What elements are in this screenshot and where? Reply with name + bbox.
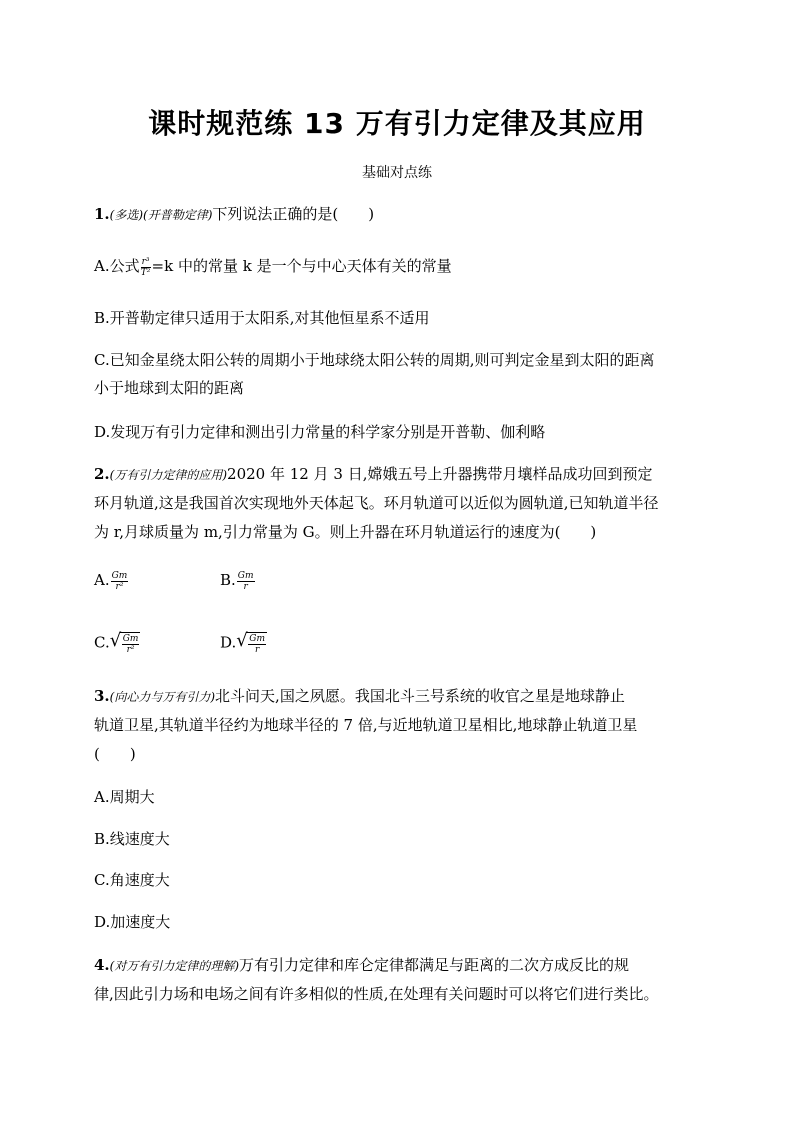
question-number: 4. — [94, 956, 110, 974]
question-2-stem-line2: 环月轨道,这是我国首次实现地外天体起飞。环月轨道可以近似为圆轨道,已知轨道半径 — [94, 494, 659, 512]
fraction — [141, 257, 151, 278]
question-tag: (向心力与万有引力) — [109, 690, 216, 704]
fraction-denominator: T² — [140, 267, 151, 278]
option-label: B. — [220, 571, 236, 589]
fraction — [248, 634, 266, 655]
option-label: A. — [94, 571, 110, 589]
fraction-numerator: r³ — [141, 256, 150, 267]
fraction-numerator: Gm — [111, 570, 128, 581]
question-3-stem-line2: 轨道卫星,其轨道半径约为地球半径的 7 倍,与近地轨道卫星相比,地球静止轨道卫星 — [94, 716, 638, 734]
question-2-option-a — [94, 570, 129, 592]
question-3-stem-line3: ( ) — [94, 745, 136, 763]
question-tag: (万有引力定律的应用) — [109, 468, 228, 482]
option-text: =k 中的常量 k 是一个与中心天体有关的常量 — [151, 257, 452, 275]
question-1-option-b: B.开普勒定律只适用于太阳系,对其他恒星系不适用 — [94, 309, 430, 327]
fraction-denominator: r — [243, 581, 248, 592]
question-3-option-b: B.线速度大 — [94, 830, 170, 848]
question-2-stem-line3: 为 r,月球质量为 m,引力常量为 G。则上升器在环月轨道运行的速度为( ) — [94, 523, 597, 541]
question-4-stem-line2: 律,因此引力场和电场之间有许多相似的性质,在处理有关问题时可以将它们进行类比。 — [94, 985, 659, 1003]
question-3-option-a: A.周期大 — [94, 788, 155, 806]
question-2-option-b — [220, 570, 256, 592]
question-2-option-c — [94, 632, 140, 655]
question-tag: (多选) — [109, 208, 144, 222]
question-text: 2020 年 12 月 3 日,嫦娥五号上升器携带月壤样品成功回到预定 — [227, 465, 653, 483]
square-root: √ $\frac{Gm}{\text{r²}}$ — [109, 630, 139, 655]
question-1-stem — [94, 204, 374, 225]
page-title: 课时规范练 13 万有引力定律及其应用 — [148, 107, 646, 140]
question-4-stem-line1 — [94, 955, 629, 976]
option-text: A.公式 — [94, 257, 140, 275]
question-tag: (对万有引力定律的理解) — [109, 959, 240, 973]
fraction-numerator: Gm — [249, 633, 265, 644]
fraction-denominator: r² — [126, 644, 135, 655]
section-subtitle: 基础对点练 — [362, 165, 432, 181]
option-label: D. — [220, 633, 237, 652]
question-1-option-d: D.发现万有引力定律和测出引力常量的科学家分别是开普勒、伽利略 — [94, 423, 546, 441]
fraction — [122, 634, 140, 655]
question-3-stem-line1 — [94, 686, 625, 707]
question-1-option-a — [94, 256, 452, 278]
question-tag: (开普勒定律) — [143, 208, 213, 222]
question-number: 1. — [94, 205, 110, 223]
square-root: √ $\frac{Gm}{r}$ — [236, 630, 265, 655]
question-text: 北斗问天,国之夙愿。我国北斗三号系统的收官之星是地球静止 — [215, 687, 625, 705]
fraction-numerator: Gm — [237, 570, 254, 581]
question-text: 下列说法正确的是( ) — [212, 205, 375, 223]
fraction — [111, 571, 129, 592]
fraction — [237, 571, 255, 592]
fraction-denominator: r² — [115, 581, 124, 592]
option-label: C. — [94, 633, 110, 652]
question-2-stem-line1 — [94, 464, 652, 485]
question-3-option-d: D.加速度大 — [94, 913, 171, 931]
question-1-option-c-line1: C.已知金星绕太阳公转的周期小于地球绕太阳公转的周期,则可判定金星到太阳的距离 — [94, 351, 655, 369]
question-1-option-c-line2: 小于地球到太阳的距离 — [94, 379, 245, 397]
fraction-denominator: r — [254, 644, 260, 655]
question-3-option-c: C.角速度大 — [94, 871, 170, 889]
question-number: 2. — [94, 465, 110, 483]
question-2-option-d — [220, 632, 267, 655]
fraction-numerator: Gm — [122, 633, 139, 644]
question-number: 3. — [94, 687, 110, 705]
question-text: 万有引力定律和库仑定律都满足与距离的二次方成反比的规 — [239, 956, 630, 974]
